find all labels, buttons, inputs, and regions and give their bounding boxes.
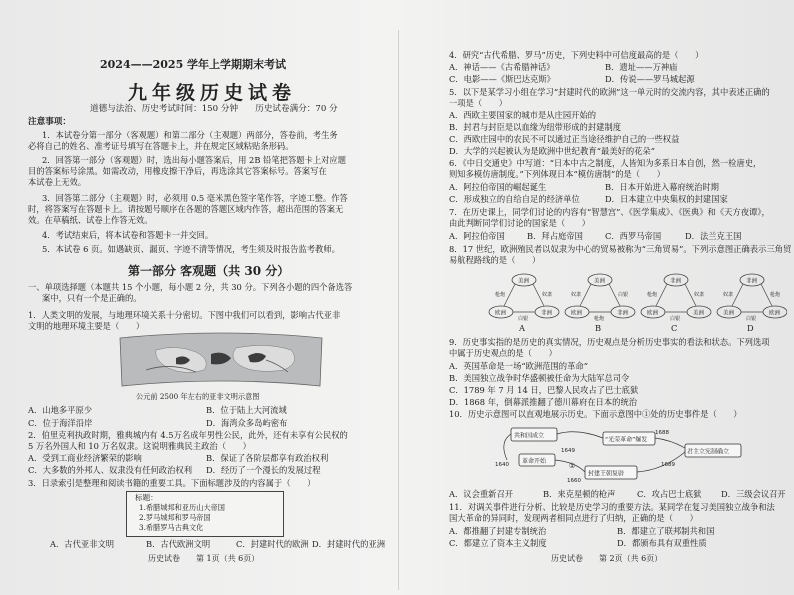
q5-stem: 一项是（ ） (449, 98, 508, 108)
q1-stem: 1．人类文明的发展，与地理环境关系十分密切。下图中我们可以看到，影响古代亚非 (28, 310, 341, 320)
page-title: 九年级历史试卷 (128, 82, 297, 104)
flow-year: 1688 (655, 430, 669, 436)
label-europe: 欧洲 (769, 310, 781, 317)
label-america: 美洲 (693, 310, 705, 317)
label-goods: 奴隶 (723, 292, 734, 298)
q8-stem: 易航程路线的是（ ） (449, 255, 541, 265)
label-goods: 奴隶 (542, 292, 553, 298)
q9-option-b[interactable]: B．美国独立战争时华盛顿被任命为大陆军总司令 (449, 373, 630, 383)
q5-stem: 5．以下是某学习小组在学习“封建时代的欧洲”这一单元时的交流内容，其中表述正确的 (449, 87, 770, 97)
note-line: 3．回答第二部分（主观题）时，必须用 0.5 毫米黑色签字笔作答，字迹工整。作答 (42, 193, 348, 203)
page-footer: 历史试卷 第 1页（共 6页） (148, 554, 260, 563)
label-goods: 枪炮 (647, 292, 658, 298)
q11-stem: 11．对调关事件进行分析、比较是历史学习的重要方法。某同学在复习美国独立战争和法 (449, 502, 775, 512)
q8-diagram-d[interactable] (717, 274, 787, 322)
q8-option-b[interactable]: B (595, 323, 602, 333)
q8-triangle-diagrams (487, 270, 787, 322)
q7-stem: 7．在历史课上，同学们讨论的内容有“智慧宫”、《医学集成》、《医典》和《天方夜谭》， (449, 207, 770, 217)
exam-info: 道德与法治、历史考试时间：150 分钟 历史试卷满分：70 分 (90, 104, 338, 114)
flow-restoration: 封建王朝复辟 (588, 470, 625, 478)
label-africa: 非洲 (746, 278, 758, 285)
note-line: 目的答案标号涂黑。如需改动，用橡皮擦干净后，再选涂其它答案标号。答案写在 (28, 166, 327, 176)
label-goods: 白银 (670, 316, 681, 322)
label-goods: 奴隶 (694, 292, 705, 298)
q1-map-caption: 公元前 2500 年左右的亚非文明示意图 (136, 392, 260, 401)
flow-year: 1640 (495, 462, 509, 468)
flow-year: 1689 (661, 462, 675, 468)
note-line: 本试卷上无效。 (28, 177, 87, 187)
q4-option-c[interactable]: C．电影——《斯巴达克斯》 (449, 74, 555, 84)
note-line: 5．本试卷 6 页。如遇缺页、漏页、字迹不清等情况，考生须及时报告监考教师。 (42, 244, 340, 254)
q7-option-d[interactable]: D．法兰克王国 (685, 231, 742, 241)
q6-option-b[interactable]: B．日本开始进入幕府统治时期 (605, 182, 719, 192)
q4-option-b[interactable]: B．遗址——万神庙 (605, 62, 678, 72)
left-page (28, 0, 390, 595)
q4-option-d[interactable]: D．传说——罗马城起源 (605, 74, 695, 84)
q7-option-c[interactable]: C．西罗马帝国 (605, 231, 662, 241)
q3-box-title: 标题： (135, 493, 158, 502)
q1-option-a[interactable]: A．山地多平原少 (28, 405, 93, 415)
label-goods: 白银 (618, 292, 629, 298)
q11-option-c[interactable]: C．都建立了资本主义制度 (449, 538, 547, 548)
flow-revolution: 革命开始 (522, 458, 547, 465)
q6-option-a[interactable]: A．阿拉伯帝国的崛起诞生 (449, 182, 547, 192)
q11-stem: 国大革命的异同时，发现两者相同点进行了归纳，正确的是（ ） (449, 513, 698, 523)
q3-option-a[interactable]: A．古代亚非文明 (50, 539, 115, 549)
label-america: 美洲 (723, 310, 735, 317)
q1-option-d[interactable]: D．海湾众多岛屿密布 (206, 418, 288, 428)
exam-header: 2024——2025 学年上学期期末考试 (100, 58, 287, 71)
note-line: 必将自己的姓名、准考证号填写在答题卡上，并在规定区域粘贴条形码。 (28, 141, 294, 151)
notes-title: 注意事项： (28, 117, 71, 127)
q8-option-c[interactable]: C (671, 323, 678, 333)
note-line: 4．考试结束后，将本试卷和答题卡一并交回。 (42, 230, 214, 240)
q6-option-c[interactable]: C．形成独立的自给自足的经济单位 (449, 194, 580, 204)
q10-stem: 10．历史示意图可以直观地展示历史。下面示意图中①处的历史事件是（ ） (449, 409, 742, 419)
q5-option-c[interactable]: C．西欧庄园中的农民不可以通过正当途径维护自己的一些权益 (449, 134, 680, 144)
q10-option-b[interactable]: B．来克星顿的枪声 (543, 489, 616, 499)
instruction-line: 一、单项选择题（本题共 15 个小题，每小题 2 分，共 30 分。下列各小题的四个备选答 (28, 282, 353, 292)
label-europe: 欧洲 (647, 310, 659, 317)
q1-stem: 文明的地理环境主要是（ ） (28, 321, 145, 331)
q7-option-a[interactable]: A．阿拉伯帝国 (449, 231, 505, 241)
q9-stem: 中属于历史观点的是（ ） (449, 348, 557, 358)
label-goods: 枪炮 (594, 316, 605, 322)
label-america: 美洲 (518, 278, 530, 285)
note-line: 1．本试卷分第一部分（客观题）和第二部分（主观题）两部分，答卷前，考生务 (42, 130, 338, 140)
q3-option-d[interactable]: D．封建时代的亚洲 (312, 539, 386, 549)
q5-option-d[interactable]: D．大学的兴起被认为是欧洲中世纪教育“最美好的花朵” (449, 146, 655, 156)
q10-flow-diagram (495, 422, 765, 488)
q3-box-item: 1.希腊城邦和亚历山大帝国 (139, 503, 225, 512)
q3-stem: 3．日录索引是整理和阅读书籍的重要工具。下面标题涉及的内容属于（ ） (28, 478, 316, 488)
section-title: 第一部分 客观题（共 30 分） (128, 264, 290, 278)
label-goods: 枪炮 (495, 292, 506, 298)
label-europe: 欧洲 (495, 310, 507, 317)
q10-option-c[interactable]: C．攻占巴士底狱 (637, 489, 702, 499)
q8-stem: 8．17 世纪，欧洲殖民者以奴隶为中心的贸易被称为“三角贸易”。下列示意图正确表示三角贸 (449, 244, 792, 254)
q8-option-a[interactable]: A (519, 323, 525, 333)
q9-option-a[interactable]: A．英国革命是一场“欧洲范围的革命” (449, 361, 588, 371)
q3-box-item: 3.希腊罗马古典文化 (139, 523, 204, 532)
q8-option-d[interactable]: D (747, 323, 754, 333)
q10-option-d[interactable]: D．三级会议召开 (721, 489, 786, 499)
q7-stem: 由此判断同学们讨论的国家是（ ） (449, 218, 591, 228)
q11-option-a[interactable]: A．都推翻了封建专制统治 (449, 526, 547, 536)
flow-year: 1660 (567, 478, 581, 484)
q2-stem: 2．伯里克利执政时期，雅典城内有 4.5万名成年男性公民，此外，还有未享有公民权的 (28, 430, 348, 440)
page-footer: 历史试卷 第 2页（共 6页） (551, 554, 663, 563)
label-goods: 白银 (518, 316, 529, 322)
q2-option-b[interactable]: B．保证了各阶层都享有政治权利 (206, 453, 329, 463)
q1-option-b[interactable]: B．位于陆上大河流域 (206, 405, 287, 415)
label-goods: 枪炮 (770, 292, 781, 298)
q9-stem: 9．历史事实指的是历史的真实情况，历史观点是分析历史事实的看法和状态。下列选项 (449, 337, 770, 347)
note-line: 2．回答第一部分（客观题）时，选出每小题答案后，用 2B 铅笔把答题卡上对应题 (42, 155, 347, 165)
q8-diagram-c[interactable] (641, 274, 711, 322)
q2-option-a[interactable]: A．受到工商业经济繁荣的影响 (28, 453, 142, 463)
label-africa: 非洲 (617, 310, 629, 317)
label-america: 美洲 (594, 278, 606, 285)
q11-option-d[interactable]: D．都颁布具有双重性质 (617, 538, 707, 548)
q8-diagram-a[interactable] (489, 274, 559, 322)
q2-stem: 5 万名外国人和 10 万名奴隶。这说明雅典民主政治（ ） (28, 441, 251, 451)
q9-option-d[interactable]: D．1868 年，倒幕派推翻了德川幕府在日本的统治 (449, 397, 638, 407)
flow-marker: ① (569, 462, 576, 470)
q2-option-d[interactable]: D．经历了一个漫长的发展过程 (206, 465, 321, 475)
q3-option-c[interactable]: C．封建时代的欧洲 (236, 539, 309, 549)
flow-year: 1649 (561, 448, 575, 454)
q3-box-item: 2.罗马城邦和罗马帝国 (139, 513, 211, 522)
q6-option-d[interactable]: D．日本建立中央集权的封建国家 (605, 194, 728, 204)
q5-option-a[interactable]: A．西欧主要国家的城市是从庄园开始的 (449, 110, 597, 120)
q10-option-a[interactable]: A．议会重新召开 (449, 489, 514, 499)
q3-heading-box (126, 491, 284, 537)
flow-republic: 共和国成立 (514, 432, 545, 440)
q6-stem: 6．《中日交通史》中写道：“日本中古之制度，人皆知为多系日本自创，然一检唐史， (449, 158, 762, 168)
q11-option-b[interactable]: B．都建立了联邦制共和国 (617, 526, 715, 536)
q3-option-b[interactable]: B．古代欧洲文明 (146, 539, 211, 549)
flow-constitution: 君主立宪制确立 (687, 448, 730, 456)
q4-stem: 4．研究“古代希腊、罗马”历史，下列史料中可信度最高的是（ ） (449, 50, 704, 60)
right-page (405, 0, 791, 595)
note-line: 时，将答案写在答题卡上。请按题号顺序在各题的答题区域内作答，超出范围的答案无 (28, 204, 344, 214)
note-line: 效。在草稿纸、试卷上作答无效。 (28, 215, 153, 225)
instruction-line: 案中，只有一个是正确的。 (42, 293, 142, 303)
q2-option-c[interactable]: C．大多数的外邦人、奴隶没有任何政治权利 (28, 465, 192, 475)
label-goods: 白银 (746, 316, 757, 322)
q5-option-b[interactable]: B．封君与封臣是以血缘为纽带形成的封建制度 (449, 122, 622, 132)
label-africa: 非洲 (541, 310, 553, 317)
q1-option-c[interactable]: C．位于海洋沿岸 (28, 418, 93, 428)
label-goods: 奴隶 (571, 292, 582, 298)
page-divider (398, 30, 399, 590)
q8-diagram-b[interactable] (565, 274, 635, 322)
q1-map-figure (116, 330, 326, 390)
q4-option-a[interactable]: A．神话——《古希腊神话》 (449, 62, 555, 72)
flow-glorious: “光荣革命”爆发 (605, 436, 648, 444)
label-africa: 非洲 (670, 278, 682, 285)
q7-option-b[interactable]: B．拜占庭帝国 (527, 231, 583, 241)
label-europe: 欧洲 (571, 310, 583, 317)
q9-option-c[interactable]: C．1789 年 7 月 14 日，巴黎人民攻占了巴士底狱 (449, 385, 639, 395)
q6-stem: 则知多模仿唐制度。”下列体现日本“模仿唐制”的是（ ） (449, 169, 665, 179)
